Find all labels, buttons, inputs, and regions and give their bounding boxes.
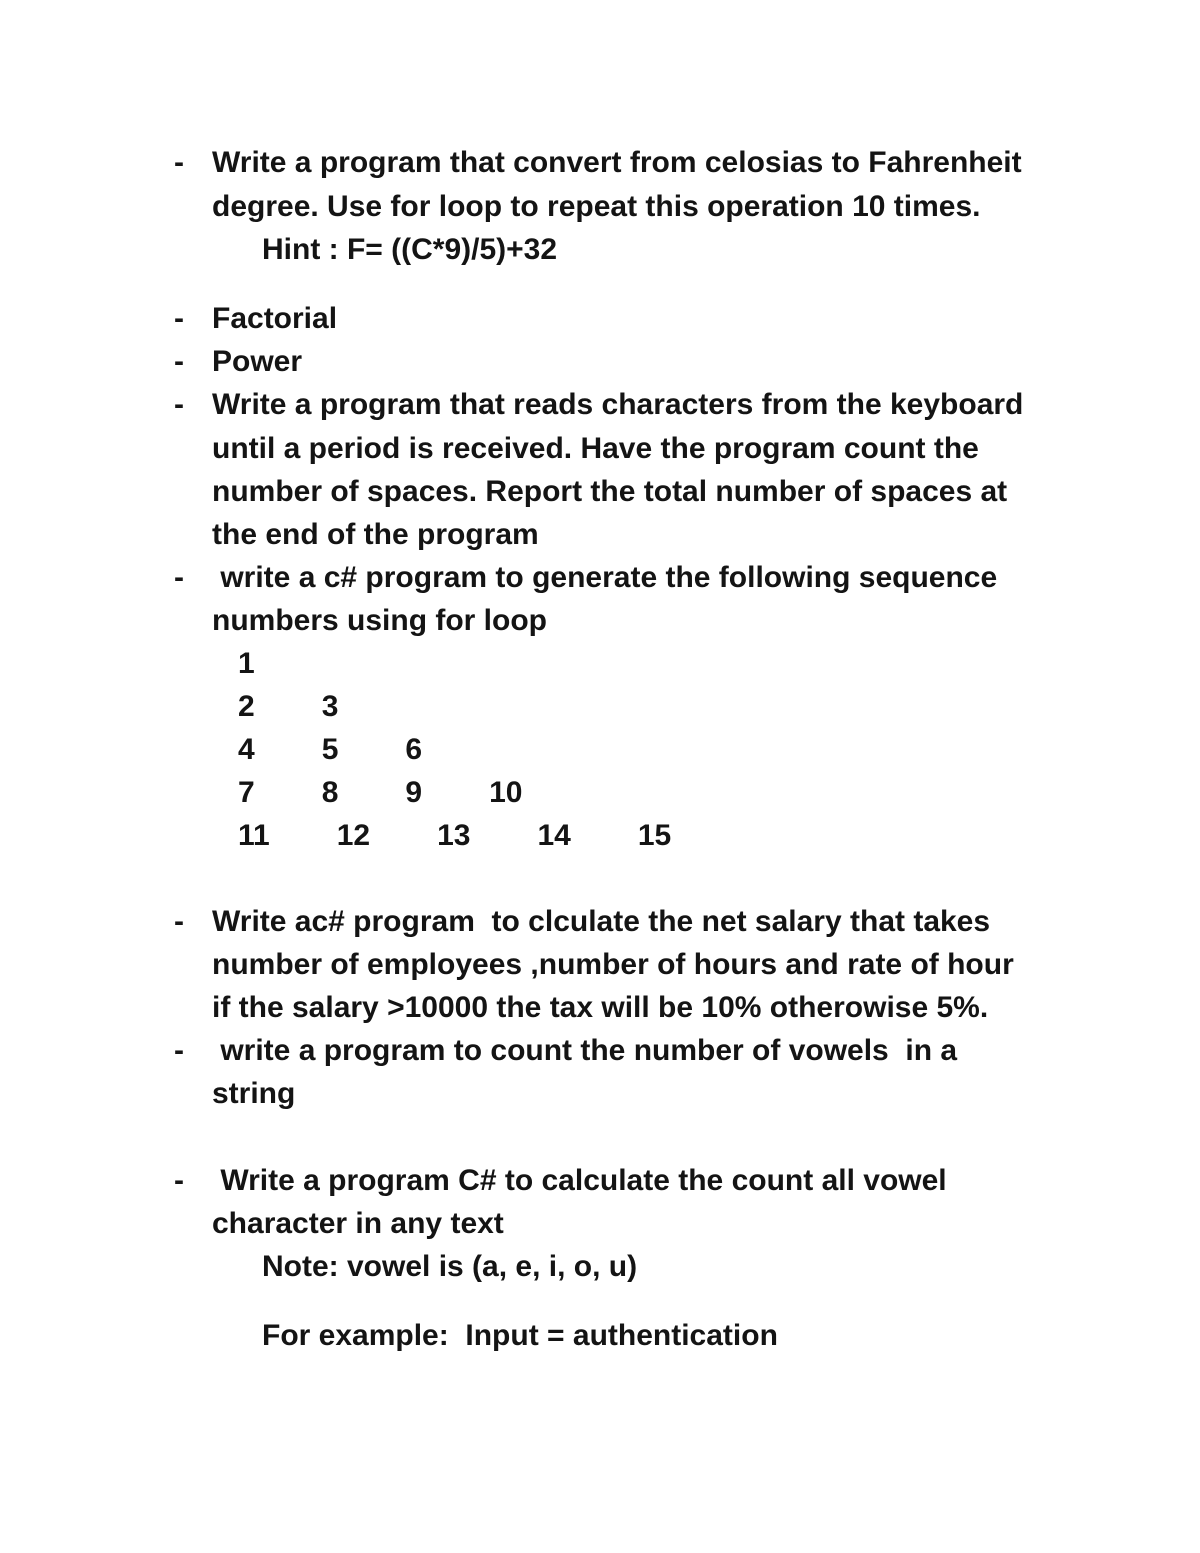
item-text-line: if the salary >10000 the tax will be 10% otherowise 5%. — [212, 991, 989, 1024]
item-text-line: write a c# program to generate the following sequence — [212, 561, 998, 594]
item-text-line: Write ac# program to clculate the net salary that takes — [212, 905, 991, 938]
sequence-row: 7 8 9 10 — [238, 776, 523, 809]
item-text-line: number of spaces. Report the total number of spaces at — [212, 475, 1008, 508]
item-text-line: Write a program C# to calculate the count all vowel — [212, 1164, 947, 1197]
item-text-line: Power — [212, 345, 303, 378]
example-text: For example: Input = authentication — [262, 1319, 778, 1352]
bullet-dash: - — [174, 302, 184, 335]
bullet-dash: - — [174, 1164, 184, 1197]
hint-text: Hint : F= ((C*9)/5)+32 — [262, 233, 558, 266]
item-text-line: the end of the program — [212, 518, 539, 551]
sequence-row: 1 — [238, 647, 255, 680]
bullet-dash: - — [174, 345, 184, 378]
sequence-row: 2 3 — [238, 690, 339, 723]
bullet-dash: - — [174, 905, 184, 938]
item-text-line: Write a program that reads characters from the keyboard — [212, 388, 1024, 421]
item-text-line: degree. Use for loop to repeat this operation 10 times. — [212, 190, 981, 223]
sequence-row: 4 5 6 — [238, 733, 423, 766]
item-text-line: character in any text — [212, 1207, 504, 1240]
bullet-dash: - — [174, 388, 184, 421]
item-text-line: until a period is received. Have the program count the — [212, 432, 979, 465]
bullet-dash: - — [174, 1034, 184, 1067]
item-text-line: string — [212, 1077, 296, 1110]
item-text-line: number of employees ,number of hours and rate of hour — [212, 948, 1014, 981]
item-text-line: Write a program that convert from celosias to Fahrenheit — [212, 146, 1022, 179]
bullet-dash: - — [174, 561, 184, 594]
item-text-line: numbers using for loop — [212, 604, 547, 637]
item-text-line: write a program to count the number of vowels in a — [212, 1034, 958, 1067]
item-text-line: Factorial — [212, 302, 338, 335]
note-text: Note: vowel is (a, e, i, o, u) — [262, 1250, 638, 1283]
sequence-row: 11 12 13 14 15 — [238, 819, 672, 852]
bullet-dash: - — [174, 146, 184, 179]
